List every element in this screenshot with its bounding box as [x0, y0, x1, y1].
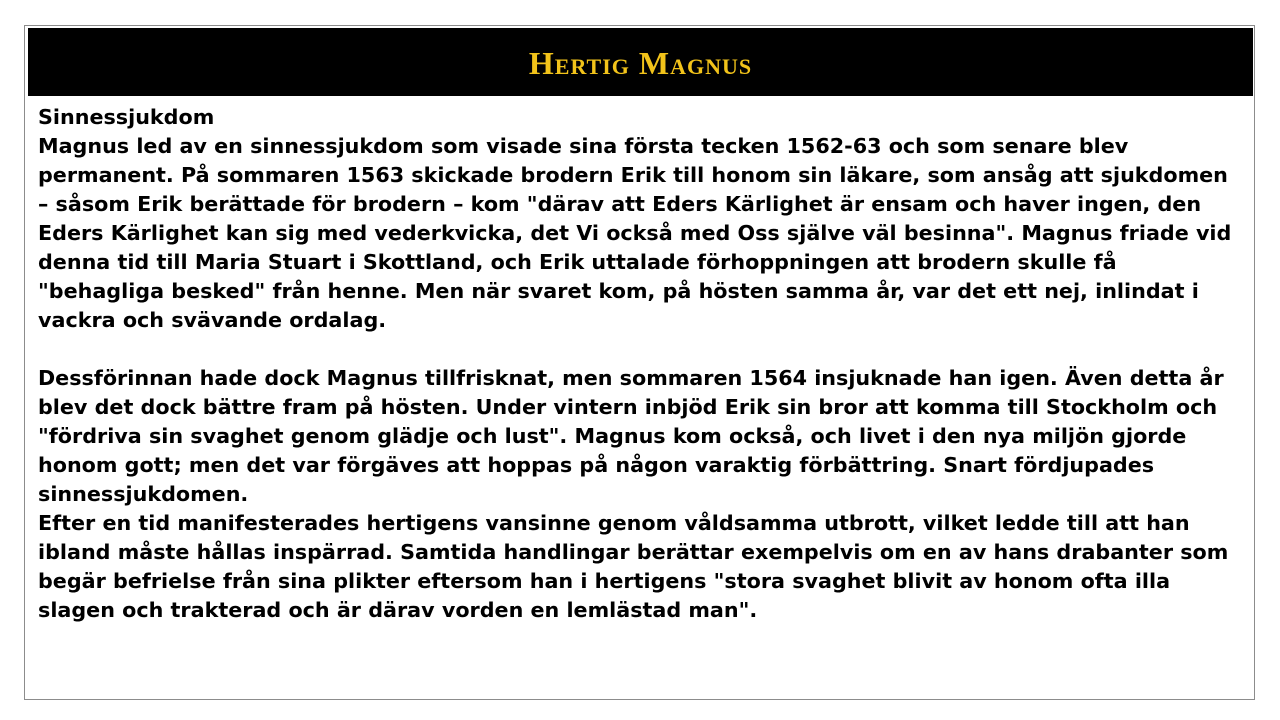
title-bar	[28, 28, 1253, 96]
slide-body	[38, 103, 1243, 625]
paragraph-1: Magnus led av en sinnessjukdom som visade sina första tecken 1562-63 och som senare blev permanent. På sommaren 1563 skickade brodern Erik till honom sin läkare, som ansåg att sjukdomen – såsom Erik berättade för brodern – kom "därav att Eders Kärlighet är ensam och haver ingen, den Eders Kärlighet kan sig med vederkvicka, det Vi också med Oss själve väl besinna". Magnus friade vid denna tid till Maria Stuart i Skottland, och Erik uttalade förhoppningen att brodern skulle få "behagliga besked" från henne. Men när svaret kom, på hösten samma år, var det ett nej, inlindat i vackra och svävande ordalag.	[38, 134, 1232, 332]
slide-title: Hertig Magnus	[528, 45, 753, 81]
paragraph-2: Dessförinnan hade dock Magnus tillfrisknat, men sommaren 1564 insjuknade han igen. Även detta år blev det dock bättre fram på hösten. Under vintern inbjöd Erik sin bror att komma till Stockholm och "fördriva sin svaghet genom glädje och lust". Magnus kom också, och livet i den nya miljön gjorde honom gott; men det var förgäves att hoppas på någon varaktig förbättring. Snart fördjupades sinnessjukdomen.	[38, 366, 1224, 506]
paragraph-3: Efter en tid manifesterades hertigens vansinne genom våldsamma utbrott, vilket ledde till att han ibland måste hållas inspärrad. Samtida handlingar berättar exempelvis om en av hans drabanter som begär befrielse från sina plikter eftersom han i hertigens "stora svaghet blivit av honom ofta illa slagen och trakterad och är därav vorden en lemlästad man".	[38, 511, 1229, 622]
paragraph-spacer	[38, 335, 1243, 364]
section-heading: Sinnessjukdom	[38, 105, 215, 129]
slide-frame	[24, 25, 1255, 700]
